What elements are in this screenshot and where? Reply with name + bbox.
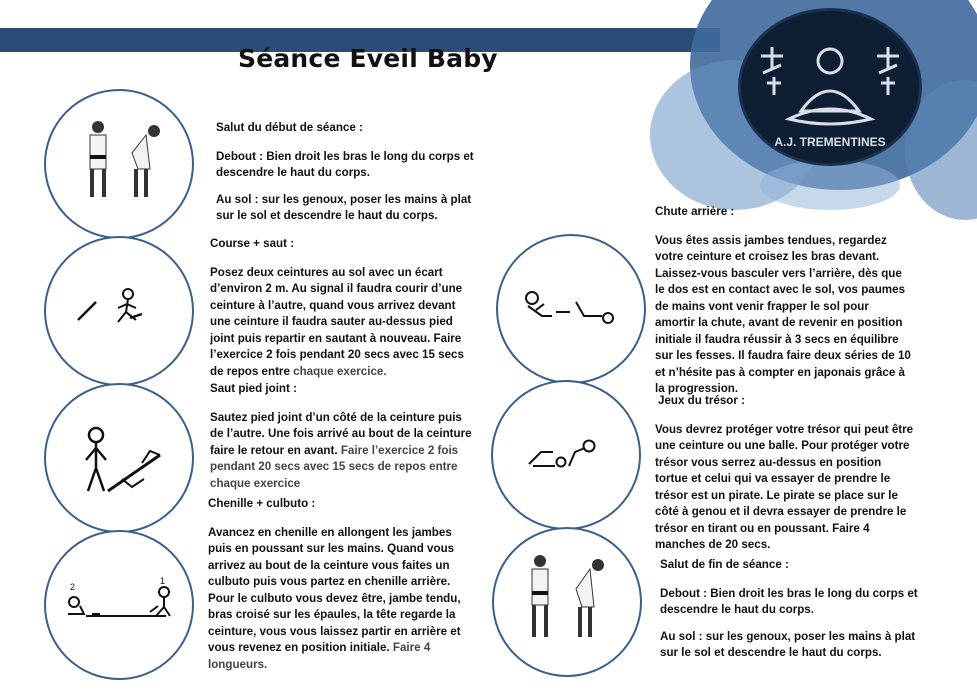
section-jeux-tresor [655, 393, 917, 564]
section-salut-fin [660, 557, 926, 672]
bowing-judokas-icon [494, 529, 640, 675]
section-text-tail: Faire 4 longueurs. [208, 641, 431, 671]
illustration-salut-fin [492, 527, 642, 677]
logo-caption: A.J. TREMENTINES [774, 135, 886, 149]
illustration-chute-arriere [496, 234, 646, 384]
bowing-judokas-icon [46, 91, 192, 237]
section-text: Debout : Bien droit les bras le long du corps et descendre le haut du corps. [660, 586, 918, 616]
section-text: Avancez en chenille en allongent les jambes puis en poussant sur les mains. Quand vous arrivez au bout de la ceinture vous faites un culbuto puis vous partez en chenille arrière. Pour le culbuto vous devez être, jambe tendu, bras croisé sur les épaules, la tête regarde la ceinture, vous vous laissez partir en arrière et vous revenez en position initiale. [208, 525, 461, 654]
section-saut-pied-joint [210, 381, 472, 502]
section-heading: Jeux du trésor : [658, 394, 745, 407]
section-heading: Salut du début de séance : [216, 121, 363, 134]
illustration-chenille [44, 530, 194, 680]
illustration-salut-debut [44, 89, 194, 239]
section-text: Au sol : sur les genoux, poser les mains à plat sur le sol et descendre le haut du corps. [216, 192, 472, 222]
section-salut-debut [216, 120, 486, 235]
running-jump-icon [46, 238, 192, 384]
section-text: Vous devrez protéger votre trésor qui peut être une ceinture ou une balle. Pour protéger votre trésor vous serrez au-dessus en position tortue et celui qui va essayer de prendre le trésor est un pirate. Le pirate se place sur le côté à genou et il devra essayer de prendre le trésor en tirant ou en poussant. Faire 4 manches de 20 secs. [655, 422, 914, 551]
illustration-jeux-tresor [491, 380, 641, 530]
section-heading: Salut de fin de séance : [660, 558, 789, 571]
section-heading: Chute arrière : [655, 205, 735, 218]
illustration-course-saut [44, 236, 194, 386]
illustration-saut-pied-joint [44, 383, 194, 533]
section-chenille [208, 496, 474, 683]
section-text: Posez deux ceintures au sol avec un écart d’environ 2 m. Au signal il faudra courir d’une ceinture à l’autre, quand vous arrivez devant une ceinture il faudra sauter au-dessus pied joint puis repartir en sautant à nouveau. Faire l’exercice 2 fois pendant 20 secs avec 15 secs de repos entre [210, 265, 464, 378]
step-2-label: 2 [70, 582, 76, 592]
section-course-saut [210, 236, 472, 390]
step-1-label: 1 [160, 576, 166, 586]
back-fall-icon [498, 236, 644, 382]
caterpillar-roll-icon [46, 532, 192, 678]
section-heading: Chenille + culbuto : [208, 497, 316, 510]
turtle-position-icon [493, 382, 639, 528]
section-text: Sautez pied joint d’un côté de la ceinture puis de l’autre. Une fois arrivé au bout de la ceinture faire le retour en avant. [210, 410, 472, 457]
section-chute-arriere [655, 204, 911, 408]
jumping-feet-together-icon [46, 385, 192, 531]
section-text-tail: Faire l’exercice 2 fois pendant 20 secs avec 15 secs de repos entre chaque exercice [210, 443, 459, 490]
page-title: Séance Eveil Baby [238, 44, 498, 73]
club-logo [738, 8, 922, 166]
section-heading: Course + saut : [210, 237, 295, 250]
section-heading: Saut pied joint : [210, 382, 297, 395]
section-text: Debout : Bien droit les bras le long du corps et descendre le haut du corps. [216, 149, 474, 179]
section-text: Vous êtes assis jambes tendues, regardez votre ceinture et croisez les bras devant. Laissez-vous basculer vers l’arrière, dès que le dos est en contact avec le sol, vos paumes de mains vont venir frapper le sol pour amortir la chute, avant de revenir en position initiale il faudra réussir à 3 secs en équilibre sur les fesses. Il faudra faire deux séries de 10 et n’hésite pas à compter en japonais grâce à la progression. [655, 233, 911, 395]
section-text-tail: chaque exercice. [293, 364, 387, 378]
section-text: Au sol : sur les genoux, poser les mains à plat sur le sol et descendre le haut du corps. [660, 629, 916, 659]
